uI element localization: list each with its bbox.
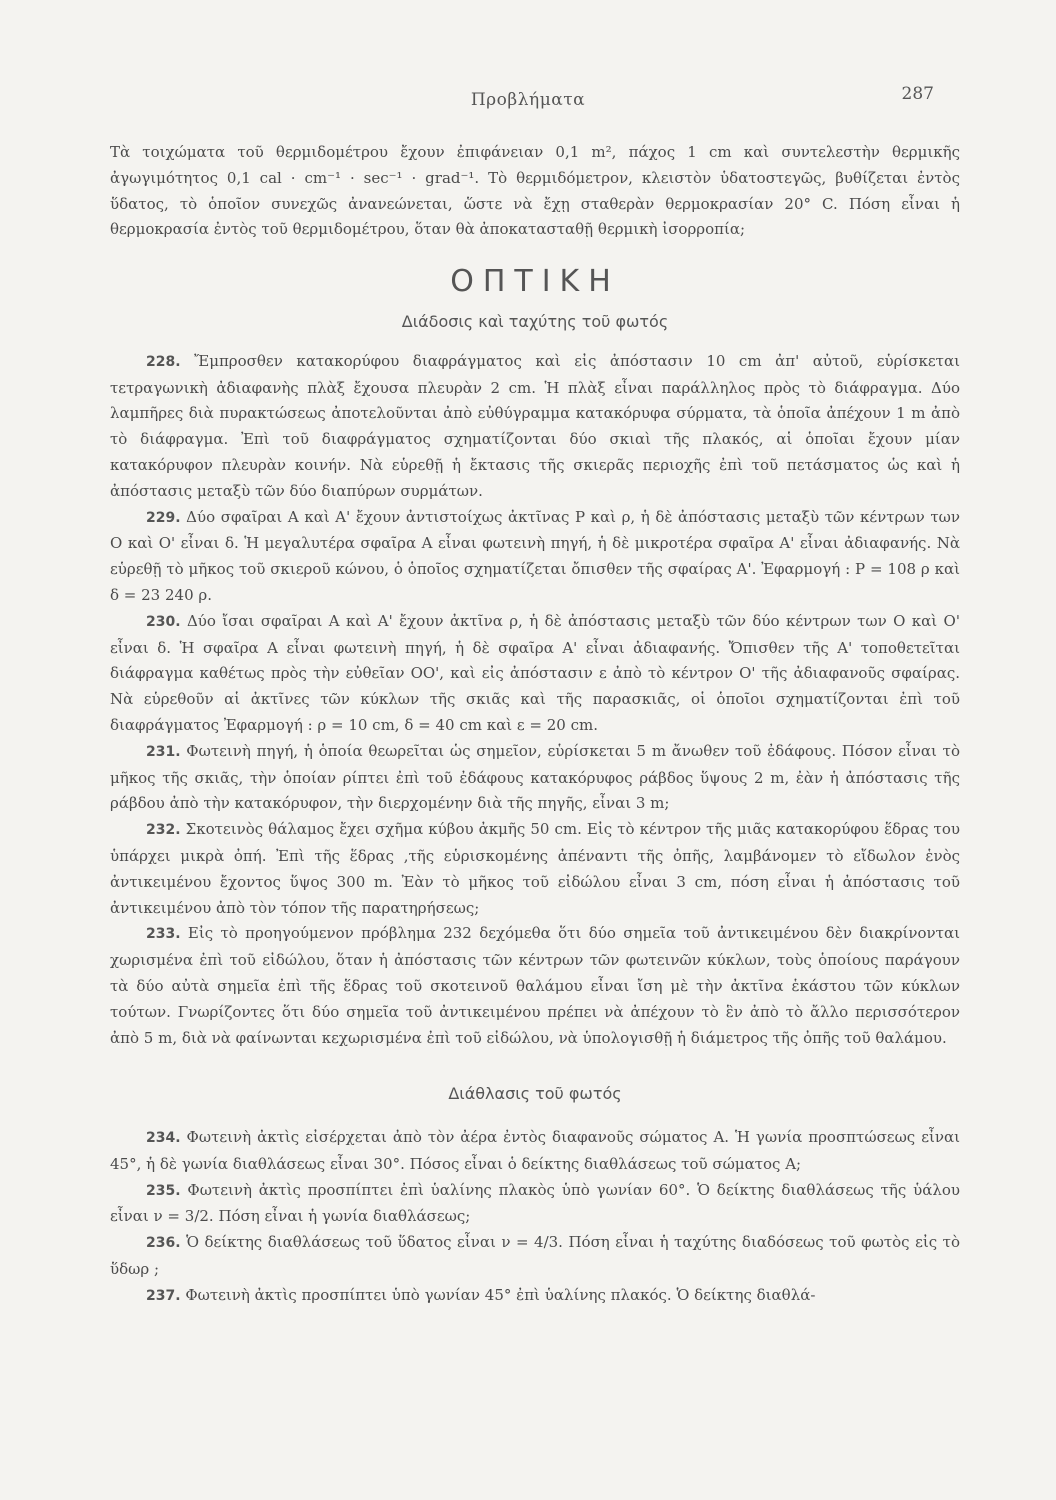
subsection-title-propagation: Διάδοσις καὶ ταχύτης τοῦ φωτός — [401, 311, 669, 331]
problem-number: 232. — [146, 822, 181, 839]
problem-231 — [110, 739, 960, 817]
problem-237 — [110, 1283, 960, 1310]
problem-233 — [110, 921, 960, 1051]
problem-228 — [110, 349, 960, 505]
problem-number: 236. — [146, 1235, 181, 1252]
problem-text: Σκοτεινὸς θάλαμος ἔχει σχῆμα κύβου ἀκμῆς 50 cm. Εἰς τὸ κέντρον τῆς μιᾶς κατακορύφου ἕδρας του ὑπάρχει μικρὰ ὀπή. Ἐπὶ τῆς ἕδρας ,τῆς εὑρισκομένης ἀπέναντι τῆς ὀπῆς, λαμβάνομεν τὸ εἴδωλον ἑνὸς ἀντικειμένου ἔχοντος ὕψος 300 m. Ἐὰν τὸ μῆκος τοῦ εἰδώλου εἶναι 3 cm, πόση εἶναι ἡ ἀπόστασις τοῦ ἀντικειμένου ἀπὸ τὸν τόπον τῆς παρατηρήσεως; — [110, 820, 960, 917]
problem-text: Φωτεινὴ ἀκτὶς εἰσέρχεται ἀπὸ τὸν ἀέρα ἐντὸς διαφανοῦς σώματος Α. Ἡ γωνία προσπτώσεως εἶναι 45°, ἡ δὲ γωνία διαθλάσεως εἶναι 30°. Πόσος εἶναι ὁ δείκτης διαθλάσεως τοῦ σώματος Α; — [110, 1128, 960, 1173]
problem-text: Φωτεινὴ ἀκτὶς προσπίπτει ὑπὸ γωνίαν 45° ἐπὶ ὑαλίνης πλακός. Ὁ δείκτης διαθλά- — [185, 1285, 816, 1304]
page-body — [110, 140, 960, 1310]
problem-number: 235. — [146, 1182, 181, 1199]
running-title: Προβλήματα — [470, 90, 586, 110]
problem-230 — [110, 609, 960, 739]
problem-229 — [110, 505, 960, 609]
problem-text: Ὁ δείκτης διαθλάσεως τοῦ ὕδατος εἶναι ν = 4/3. Πόση εἶναι ἡ ταχύτης διαδόσεως τοῦ φωτὸς εἰς τὸ ὕδωρ ; — [110, 1233, 960, 1279]
problem-number: 231. — [146, 743, 181, 760]
problem-text: Φωτεινὴ ἀκτὶς προσπίπτει ἐπὶ ὑαλίνης πλακὸς ὑπὸ γωνίαν 60°. Ὁ δείκτης διαθλάσεως τῆς ὑάλου εἶναι ν = 3/2. Πόση εἶναι ἡ γωνία διαθλάσεως; — [110, 1180, 960, 1226]
problem-text: Δύο ἴσαι σφαῖραι Α καὶ Α' ἔχουν ἀκτῖνα ρ, ἡ δὲ ἀπόστασις μεταξὺ τῶν δύο κέντρων των Ο καὶ Ο' εἶναι δ. Ἡ σφαῖρα Α εἶναι φωτεινὴ πηγή, ἡ δὲ σφαῖρα Α' εἶναι ἀδιαφανής. Ὄπισθεν τῆς Α' τοποθετεῖται διάφραγμα καθέτως πρὸς τὴν εὐθεῖαν ΟΟ', καὶ εἰς ἀπόστασιν ε ἀπὸ τὸ κέντρον Ο' τῆς ἀδιαφανοῦς σφαίρας. Νὰ εὑρεθοῦν αἱ ἀκτῖνες τῶν κύκλων τῆς σκιᾶς καὶ τῆς παρασκιᾶς, οἱ ὁποῖοι σχηματίζονται ἐπὶ τοῦ διαφράγματος Ἐφαρμογή : ρ = 10 cm, δ = 40 cm καὶ ε = 20 cm. — [110, 611, 960, 734]
problem-number: 230. — [146, 613, 181, 630]
problem-text: Φωτεινὴ πηγή, ἡ ὁποία θεωρεῖται ὡς σημεῖον, εὑρίσκεται 5 m ἄνωθεν τοῦ ἐδάφους. Πόσον εἶναι τὸ μῆκος τῆς σκιᾶς, τὴν ὁποίαν ρίπτει ἐπὶ τοῦ ἐδάφους κατακόρυφος ράβδος ὕψους 2 m, ἐὰν ἡ ἀπόστασις τῆς ράβδου ἀπὸ τὴν κατακόρυφον, τὴν διερχομένην διὰ τῆς πηγῆς, εἶναι 3 m; — [110, 741, 960, 813]
intro-paragraph: Τὰ τοιχώματα τοῦ θερμιδομέτρου ἔχουν ἐπιφάνειαν 0,1 m², πάχος 1 cm καὶ συντελεστὴν θερμικῆς ἀγωγιμότητος 0,1 cal · cm⁻¹ · sec⁻¹ · grad⁻¹. Τὸ θερμιδόμετρον, κλειστὸν ὑδατοστεγῶς, βυθίζεται ἐντὸς ὕδατος, τὸ ὁποῖον συνεχῶς ἀνανεώνεται, ὥστε νὰ ἔχῃ σταθερὰν θερμοκρασίαν 20° C. Πόση εἶναι ἡ θερμοκρασία ἐντὸς τοῦ θερμιδομέτρου, ὅταν θὰ ἀποκατασταθῇ θερμικὴ ἰσορροπία; — [110, 143, 960, 239]
problem-text: Εἰς τὸ προηγούμενον πρόβλημα 232 δεχόμεθα ὅτι δύο σημεῖα τοῦ ἀντικειμένου δὲν διακρίνονται χωρισμένα ἐπὶ τοῦ εἰδώλου, ὅταν ἡ ἀπόστασις τῶν κέντρων τῶν φωτεινῶν κύκλων, τοὺς ὁποίους παράγουν τὰ δύο αὐτὰ σημεῖα ἐπὶ τῆς ἕδρας τοῦ σκοτεινοῦ θαλάμου εἶναι ἴση μὲ τὴν ἀκτῖνα ἑκάστου τῶν κύκλων τούτων. Γνωρίζοντες ὅτι δύο σημεῖα τοῦ ἀντικειμένου πρέπει νὰ ἀπέχουν τὸ ἓν ἀπὸ τὸ ἄλλο περισσότερον ἀπὸ 5 m, διὰ νὰ φαίνωνται κεχωρισμένα ἐπὶ τοῦ εἰδώλου, νὰ ὑπολογισθῇ ἡ διάμετρος τῆς ὀπῆς τοῦ θαλάμου. — [110, 924, 960, 1047]
problem-number: 237. — [146, 1287, 181, 1304]
problem-number: 234. — [146, 1130, 181, 1147]
problem-236 — [110, 1230, 960, 1283]
problem-number: 228. — [146, 353, 181, 370]
problem-number: 233. — [146, 926, 181, 943]
page-number: 287 — [901, 84, 934, 104]
subsection-title-refraction: Διάθλασις τοῦ φωτός — [448, 1084, 622, 1104]
problem-text: Δύο σφαῖραι Α καὶ Α' ἔχουν ἀντιστοίχως ἀκτῖνας Ρ καὶ ρ, ἡ δὲ ἀπόστασις μεταξὺ τῶν κέντρων των Ο καὶ Ο' εἶναι δ. Ἡ μεγαλυτέρα σφαῖρα Α εἶναι φωτεινὴ πηγή, ἡ δὲ μικροτέρα σφαῖρα Α' εἶναι ἀδιαφανής. Νὰ εὑρεθῇ τὸ μῆκος τοῦ σκιεροῦ κώνου, ὁ ὁποῖος σχηματίζεται ὄπισθεν τῆς σφαίρας Α'. Ἐφαρμογή : Ρ = 108 ρ καὶ δ = 23 240 ρ. — [110, 507, 960, 604]
problem-text: Ἔμπροσθεν κατακορύφου διαφράγματος καὶ εἰς ἀπόστασιν 10 cm ἀπ' αὐτοῦ, εὑρίσκεται τετραγωνικὴ ἀδιαφανὴς πλὰξ ἔχουσα πλευρὰν 2 cm. Ἡ πλὰξ εἶναι παράλληλος πρὸς τὸ διάφραγμα. Δύο λαμπῆρες διὰ πυρακτώσεως ἀποτελοῦνται ἀπὸ εὐθύγραμμα κατακόρυφα σύρματα, τὰ ὁποῖα ἀπέχουν 1 m ἀπὸ τὸ διάφραγμα. Ἐπὶ τοῦ διαφράγματος σχηματίζονται δύο σκιαὶ τῆς πλακός, αἱ ὁποῖαι ἔχουν μίαν κατακόρυφον πλευρὰν κοινήν. Νὰ εὑρεθῇ ἡ ἔκτασις τῆς σκιερᾶς περιοχῆς ἐπὶ τοῦ πετάσματος ὡς καὶ ἡ ἀπόστασις μεταξὺ τῶν δύο διαπύρων συρμάτων. — [110, 351, 960, 500]
problem-234 — [110, 1125, 960, 1178]
problem-number: 229. — [146, 509, 181, 526]
section-title: ΟΠΤΙΚΗ — [450, 264, 620, 300]
problem-232 — [110, 817, 960, 921]
problem-235 — [110, 1178, 960, 1231]
